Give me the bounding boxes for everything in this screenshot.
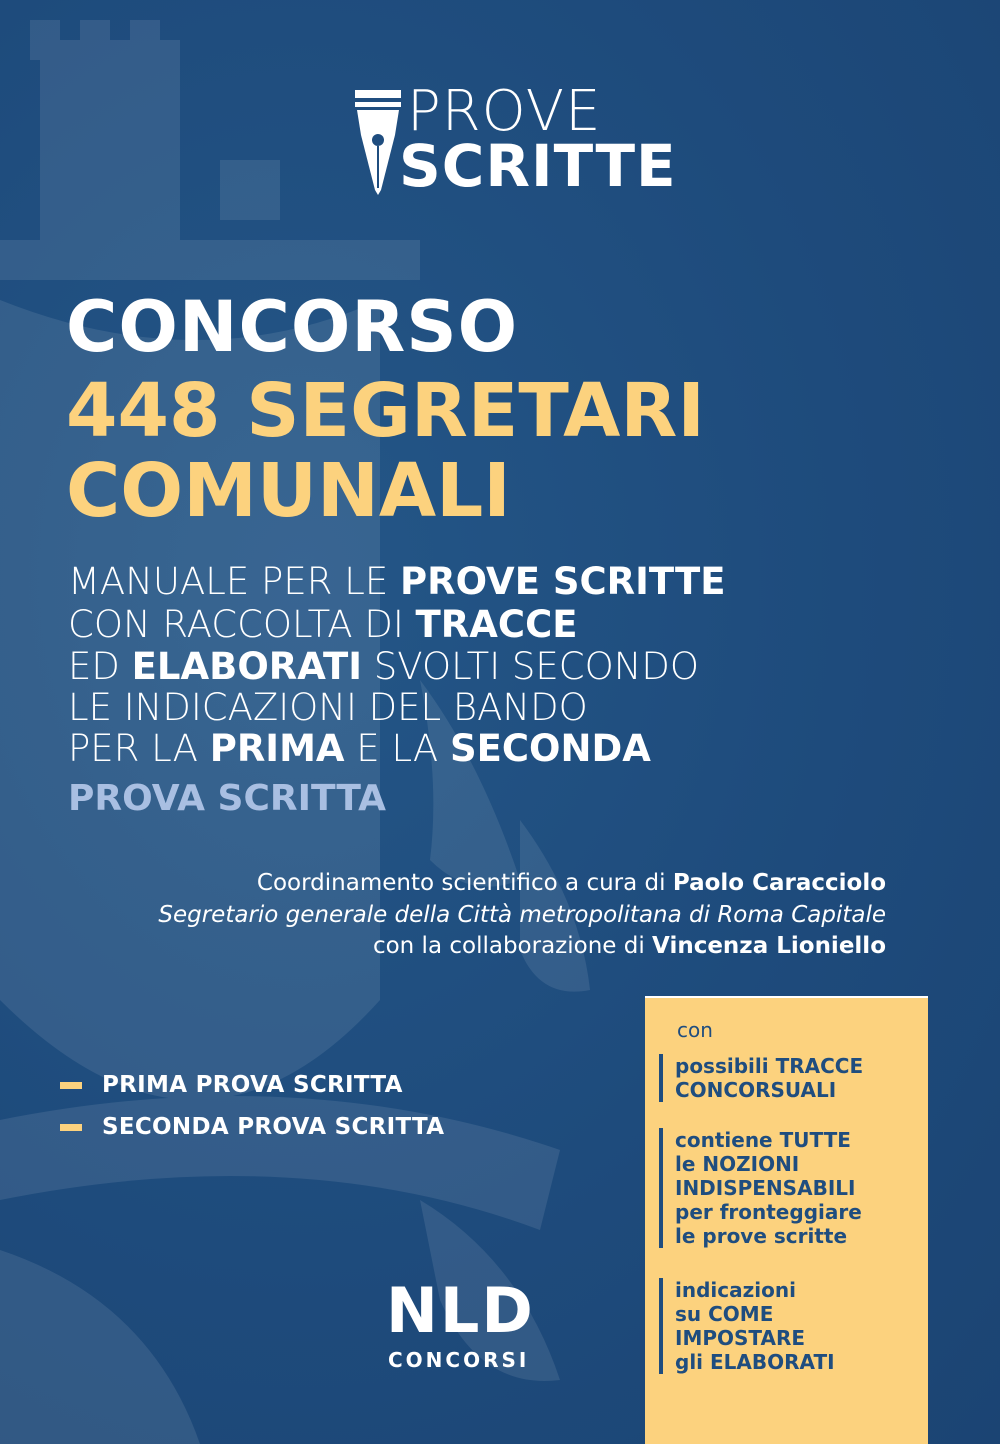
publisher-sub: CONCORSI [388, 1348, 530, 1372]
feature-item: indicazioni su COME IMPOSTARE gli ELABORATI [659, 1278, 835, 1374]
subtitle-line6: PROVA SCRITTA [68, 778, 387, 819]
bullet-item: PRIMA PROVA SCRITTA [60, 1070, 403, 1100]
title-line3: COMUNALI [66, 448, 511, 534]
bullet-dash [60, 1124, 82, 1131]
bullet-dash [60, 1082, 82, 1089]
subtitle-line3: ED ELABORATI SVOLTI SECONDO [68, 645, 699, 688]
subtitle-line5: PER LA PRIMA E LA SECONDA [68, 727, 651, 770]
subtitle-line1: MANUALE PER LE PROVE SCRITTE [68, 560, 726, 603]
publisher-name: NLD [386, 1274, 535, 1347]
feature-item: contiene TUTTE le NOZIONI INDISPENSABILI per fronteggiare le prove scritte [659, 1128, 862, 1248]
features-box [645, 998, 928, 1444]
bullet-item: SECONDA PROVA SCRITTA [60, 1112, 444, 1142]
series-logo [353, 79, 683, 202]
subtitle-line2: CON RACCOLTA DI TRACCE [68, 603, 578, 646]
credits-coordinator: Coordinamento scientifico a cura di Paolo Caracciolo [256, 870, 886, 896]
series-name-line1: PROVE [407, 79, 602, 144]
subtitle-line4: LE INDICAZIONI DEL BANDO [68, 686, 588, 729]
title-line1: CONCORSO [66, 286, 519, 368]
feature-item: possibili TRACCE CONCORSUALI [659, 1054, 863, 1102]
credits-role: Segretario generale della Città metropolitana di Roma Capitale [158, 902, 886, 928]
credits-collaborator: con la collaborazione di Vincenza Lioniello [372, 933, 886, 959]
title-line2: 448 SEGRETARI [66, 368, 705, 454]
series-name-line2: SCRITTE [399, 132, 677, 200]
box-intro: con [677, 1018, 713, 1042]
pen-nib-icon [353, 90, 403, 195]
publisher-logo [386, 1274, 536, 1374]
